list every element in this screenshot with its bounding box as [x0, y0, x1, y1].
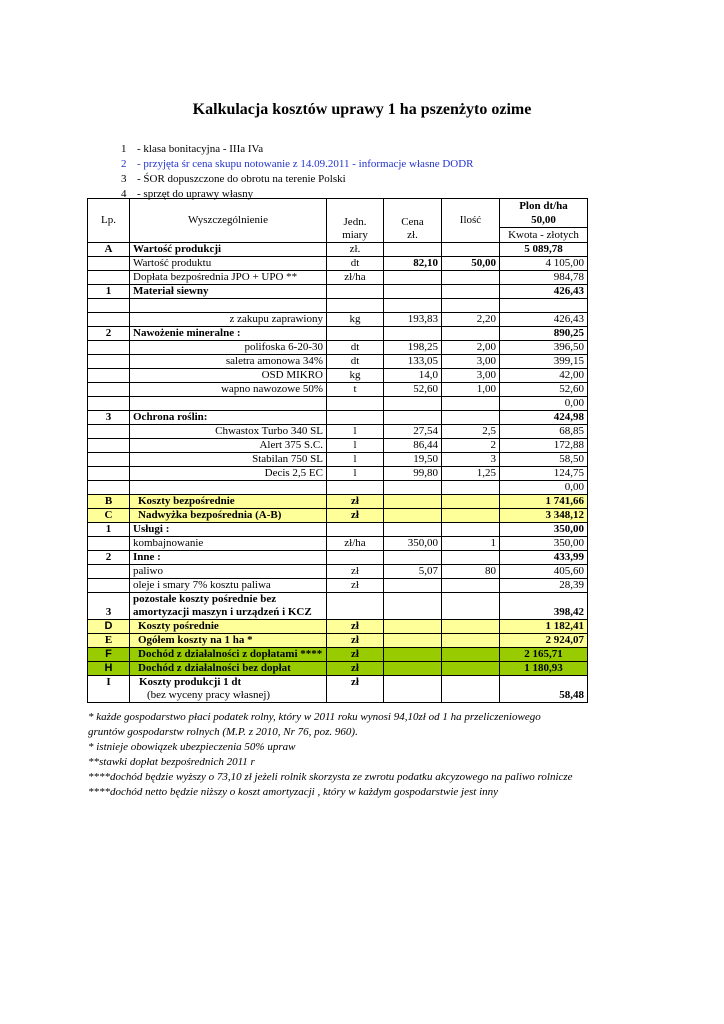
- row-unit: l: [327, 453, 384, 467]
- row-unit: zł: [327, 634, 384, 648]
- table-row: [88, 551, 588, 565]
- row-unit: zł/ha: [327, 537, 384, 551]
- table-row: [88, 327, 588, 341]
- assumption-text: - klasa bonitacyjna - IIIa IVa: [137, 143, 264, 155]
- row-value: 1 182,41: [500, 620, 588, 634]
- row-price: [384, 648, 442, 662]
- row-unit: zł/ha: [327, 271, 384, 285]
- row-lp: A: [88, 243, 130, 257]
- table-row: [88, 523, 588, 537]
- row-quantity: [442, 634, 500, 648]
- row-value: 398,42: [500, 593, 588, 620]
- row-lp: [88, 299, 130, 313]
- row-price: [384, 397, 442, 411]
- header-description: Wyszczególnienie: [130, 199, 327, 243]
- row-unit: zł: [327, 565, 384, 579]
- assumption-item: [121, 172, 474, 187]
- row-description: Inne :: [130, 551, 327, 565]
- row-description: Chwastox Turbo 340 SL: [130, 425, 327, 439]
- row-price: [384, 327, 442, 341]
- row-description: [130, 676, 327, 703]
- row-description: polifoska 6-20-30: [130, 341, 327, 355]
- row-unit: l: [327, 467, 384, 481]
- row-quantity: [442, 495, 500, 509]
- row-quantity: [442, 648, 500, 662]
- table-row: [88, 634, 588, 648]
- row-unit: [327, 551, 384, 565]
- row-quantity: [442, 509, 500, 523]
- row-price: [384, 271, 442, 285]
- row-lp: [88, 453, 130, 467]
- row-description: kombajnowanie: [130, 537, 327, 551]
- row-quantity: 3,00: [442, 369, 500, 383]
- table-row: [88, 593, 588, 620]
- row-quantity: [442, 523, 500, 537]
- row-quantity: [442, 481, 500, 495]
- row-lp: [88, 481, 130, 495]
- row-quantity: 2: [442, 439, 500, 453]
- row-value: 0,00: [500, 397, 588, 411]
- row-description: [130, 593, 327, 620]
- assumptions-list: [121, 142, 474, 202]
- row-lp: [88, 257, 130, 271]
- row-lp: [88, 383, 130, 397]
- assumption-number: 4: [121, 188, 127, 200]
- table-row: [88, 509, 588, 523]
- row-value: 890,25: [500, 327, 588, 341]
- row-description-line1: pozostałe koszty pośrednie bez: [133, 593, 277, 605]
- row-quantity: [442, 676, 500, 703]
- row-unit: dt: [327, 355, 384, 369]
- row-value: 58,50: [500, 453, 588, 467]
- header-unit-line2: miary: [342, 229, 368, 241]
- row-price: [384, 285, 442, 299]
- row-description: z zakupu zaprawiony: [130, 313, 327, 327]
- row-unit: [327, 397, 384, 411]
- row-value: 2 924,07: [500, 634, 588, 648]
- row-quantity: 3: [442, 453, 500, 467]
- row-unit: l: [327, 425, 384, 439]
- row-price: [384, 523, 442, 537]
- row-price: 350,00: [384, 537, 442, 551]
- row-quantity: [442, 299, 500, 313]
- row-price: 52,60: [384, 383, 442, 397]
- table-row: [88, 676, 588, 703]
- table-row: [88, 257, 588, 271]
- header-price: [384, 199, 442, 243]
- row-value: 1 180,93: [500, 662, 588, 676]
- header-price-line1: Cena: [401, 216, 424, 228]
- row-unit: zł: [327, 648, 384, 662]
- row-price: [384, 243, 442, 257]
- row-price: 86,44: [384, 439, 442, 453]
- assumption-text: - sprzęt do uprawy własny: [137, 188, 254, 200]
- table-row: [88, 453, 588, 467]
- row-lp: 2: [88, 327, 130, 341]
- row-description: Koszty pośrednie: [130, 620, 327, 634]
- row-unit: dt: [327, 341, 384, 355]
- row-unit: [327, 481, 384, 495]
- row-lp: I: [88, 676, 130, 703]
- table-row: [88, 369, 588, 383]
- table-row: [88, 495, 588, 509]
- row-unit: dt: [327, 257, 384, 271]
- row-description: Alert 375 S.C.: [130, 439, 327, 453]
- row-lp: [88, 565, 130, 579]
- row-value: 58,48: [500, 676, 588, 703]
- row-description: paliwo: [130, 565, 327, 579]
- row-unit: [327, 285, 384, 299]
- assumption-text: - przyjęta śr cena skupu notowanie z 14.09.2011 - informacje własne DODR: [137, 158, 474, 170]
- row-value: 1 741,66: [500, 495, 588, 509]
- row-lp: [88, 467, 130, 481]
- table-row: [88, 243, 588, 257]
- row-value: 433,99: [500, 551, 588, 565]
- table-row: [88, 662, 588, 676]
- row-unit: zł: [327, 620, 384, 634]
- row-unit: [327, 411, 384, 425]
- row-quantity: [442, 620, 500, 634]
- row-value: 5 089,78: [500, 243, 588, 257]
- row-unit: zł: [327, 579, 384, 593]
- row-unit: l: [327, 439, 384, 453]
- row-price: [384, 676, 442, 703]
- row-quantity: [442, 551, 500, 565]
- row-description: OSD MIKRO: [130, 369, 327, 383]
- table-row: [88, 425, 588, 439]
- row-unit: [327, 523, 384, 537]
- row-description: Wartość produktu: [130, 257, 327, 271]
- header-unit-line1: Jedn.: [343, 216, 367, 228]
- table-row: [88, 341, 588, 355]
- table-row: [88, 648, 588, 662]
- row-quantity: [442, 593, 500, 620]
- row-lp: H: [88, 662, 130, 676]
- row-unit: [327, 327, 384, 341]
- row-lp: [88, 425, 130, 439]
- row-description: Wartość produkcji: [130, 243, 327, 257]
- table-row: [88, 537, 588, 551]
- row-value: [500, 299, 588, 313]
- row-lp: [88, 341, 130, 355]
- row-price: 99,80: [384, 467, 442, 481]
- row-value: 405,60: [500, 565, 588, 579]
- assumption-number: 1: [121, 143, 127, 155]
- table-row: [88, 271, 588, 285]
- row-description: Nadwyżka bezpośrednia (A-B): [130, 509, 327, 523]
- row-price: 5,07: [384, 565, 442, 579]
- row-quantity: [442, 243, 500, 257]
- row-lp: C: [88, 509, 130, 523]
- row-price: [384, 620, 442, 634]
- row-price: 14,0: [384, 369, 442, 383]
- row-description-line2: amortyzacji maszyn i urządzeń i KCZ: [133, 606, 312, 618]
- header-price-line2: zł.: [407, 229, 418, 241]
- row-price: 19,50: [384, 453, 442, 467]
- row-description: [130, 397, 327, 411]
- row-quantity: 50,00: [442, 257, 500, 271]
- row-price: [384, 593, 442, 620]
- row-quantity: [442, 579, 500, 593]
- row-price: [384, 299, 442, 313]
- row-quantity: 2,00: [442, 341, 500, 355]
- row-value: 0,00: [500, 481, 588, 495]
- row-description: [130, 299, 327, 313]
- row-quantity: [442, 271, 500, 285]
- header-yield-label: Plon dt/ha: [500, 199, 588, 214]
- row-price: [384, 411, 442, 425]
- row-lp: [88, 397, 130, 411]
- header-unit: [327, 199, 384, 243]
- row-description: Nawożenie mineralne :: [130, 327, 327, 341]
- assumption-number: 2: [121, 158, 127, 170]
- row-price: [384, 551, 442, 565]
- row-lp: [88, 313, 130, 327]
- row-description-line2: (bez wyceny pracy własnej): [147, 689, 271, 701]
- row-description: [130, 481, 327, 495]
- row-price: [384, 662, 442, 676]
- row-unit: zł: [327, 662, 384, 676]
- row-description: Materiał siewny: [130, 285, 327, 299]
- row-price: [384, 495, 442, 509]
- footnotes: [88, 710, 573, 800]
- row-unit: zł: [327, 509, 384, 523]
- row-lp: 2: [88, 551, 130, 565]
- row-price: [384, 634, 442, 648]
- row-quantity: 2,20: [442, 313, 500, 327]
- table-row: [88, 467, 588, 481]
- row-value: 350,00: [500, 537, 588, 551]
- row-unit: [327, 299, 384, 313]
- row-quantity: 1,00: [442, 383, 500, 397]
- row-value: 172,88: [500, 439, 588, 453]
- row-description: Ogółem koszty na 1 ha *: [130, 634, 327, 648]
- row-lp: D: [88, 620, 130, 634]
- header-amount-label: Kwota - złotych: [500, 228, 588, 243]
- row-description: Ochrona roślin:: [130, 411, 327, 425]
- row-price: [384, 481, 442, 495]
- row-lp: 3: [88, 593, 130, 620]
- row-description: Dochód z działalności z dopłatami ****: [130, 648, 327, 662]
- row-description: Dopłata bezpośrednia JPO + UPO **: [130, 271, 327, 285]
- row-value: 396,50: [500, 341, 588, 355]
- row-unit: [327, 593, 384, 620]
- table-row: [88, 355, 588, 369]
- row-lp: 1: [88, 523, 130, 537]
- assumption-item: [121, 157, 474, 172]
- footnote: gruntów gospodarstw rolnych (M.P. z 2010, Nr 76, poz. 960).: [88, 726, 358, 738]
- row-quantity: 3,00: [442, 355, 500, 369]
- row-lp: 1: [88, 285, 130, 299]
- row-value: 52,60: [500, 383, 588, 397]
- header-yield-value: 50,00: [500, 213, 588, 228]
- row-quantity: 2,5: [442, 425, 500, 439]
- row-value: 42,00: [500, 369, 588, 383]
- row-price: 27,54: [384, 425, 442, 439]
- row-price: 193,83: [384, 313, 442, 327]
- table-row: [88, 620, 588, 634]
- row-description: Stabilan 750 SL: [130, 453, 327, 467]
- row-lp: 3: [88, 411, 130, 425]
- table-row: [88, 285, 588, 299]
- row-value: 3 348,12: [500, 509, 588, 523]
- row-value: 399,15: [500, 355, 588, 369]
- row-value: 426,43: [500, 313, 588, 327]
- row-quantity: [442, 662, 500, 676]
- footnote: ****dochód netto będzie niższy o koszt amortyzacji , który w każdym gospodarstwie jest inny: [88, 786, 499, 798]
- table-row: [88, 439, 588, 453]
- table-row: [88, 383, 588, 397]
- row-lp: [88, 579, 130, 593]
- row-value: 124,75: [500, 467, 588, 481]
- footnote: * istnieje obowiązek ubezpieczenia 50% upraw: [88, 741, 296, 753]
- row-quantity: [442, 397, 500, 411]
- table-row: [88, 481, 588, 495]
- header-lp: Lp.: [88, 199, 130, 243]
- table-row: [88, 579, 588, 593]
- row-lp: [88, 369, 130, 383]
- row-description: oleje i smary 7% kosztu paliwa: [130, 579, 327, 593]
- row-lp: F: [88, 648, 130, 662]
- row-description: Usługi :: [130, 523, 327, 537]
- row-value: 2 165,71: [500, 648, 588, 662]
- row-value: 424,98: [500, 411, 588, 425]
- cost-calculation-table: [87, 198, 588, 703]
- row-value: 350,00: [500, 523, 588, 537]
- table-row: [88, 411, 588, 425]
- row-description: Koszty bezpośrednie: [130, 495, 327, 509]
- row-description: wapno nawozowe 50%: [130, 383, 327, 397]
- row-unit: kg: [327, 369, 384, 383]
- row-lp: [88, 439, 130, 453]
- row-description: Decis 2,5 EC: [130, 467, 327, 481]
- row-quantity: [442, 327, 500, 341]
- row-description: Dochód z działalności bez dopłat: [130, 662, 327, 676]
- row-description: saletra amonowa 34%: [130, 355, 327, 369]
- row-quantity: 1,25: [442, 467, 500, 481]
- row-price: [384, 509, 442, 523]
- header-quantity: Ilość: [442, 199, 500, 243]
- row-unit: zł: [327, 495, 384, 509]
- document-title: Kalkulacja kosztów uprawy 1 ha pszenżyto ozime: [192, 101, 532, 118]
- row-value: 4 105,00: [500, 257, 588, 271]
- row-value: 28,39: [500, 579, 588, 593]
- row-lp: E: [88, 634, 130, 648]
- row-price: 198,25: [384, 341, 442, 355]
- row-quantity: [442, 411, 500, 425]
- row-lp: [88, 355, 130, 369]
- row-unit: kg: [327, 313, 384, 327]
- row-value: 68,85: [500, 425, 588, 439]
- row-unit: t: [327, 383, 384, 397]
- footnote: **stawki dopłat bezpośrednich 2011 r: [88, 756, 255, 768]
- footnote: ****dochód będzie wyższy o 73,10 zł jeżeli rolnik skorzysta ze zwrotu podatku akcyzowego na paliwo rolnicze: [88, 771, 573, 783]
- row-value: 426,43: [500, 285, 588, 299]
- row-unit: zł.: [327, 243, 384, 257]
- assumption-number: 3: [121, 173, 127, 185]
- footnote: * każde gospodarstwo płaci podatek rolny, który w 2011 roku wynosi 94,10zł od 1 ha przeliczeniowego: [88, 711, 541, 723]
- assumption-item: [121, 142, 474, 157]
- row-price: 133,05: [384, 355, 442, 369]
- row-description-line1: Koszty produkcji 1 dt: [139, 676, 242, 688]
- table-row: [88, 299, 588, 313]
- row-quantity: [442, 285, 500, 299]
- row-lp: [88, 537, 130, 551]
- row-value: 984,78: [500, 271, 588, 285]
- table-row: [88, 313, 588, 327]
- row-lp: B: [88, 495, 130, 509]
- table-row: [88, 397, 588, 411]
- assumption-text: - ŚOR dopuszczone do obrotu na terenie Polski: [137, 173, 346, 185]
- row-lp: [88, 271, 130, 285]
- row-quantity: 80: [442, 565, 500, 579]
- row-unit: zł: [327, 676, 384, 703]
- row-quantity: 1: [442, 537, 500, 551]
- table-row: [88, 565, 588, 579]
- table-header-row: [88, 199, 588, 214]
- row-price: 82,10: [384, 257, 442, 271]
- row-price: [384, 579, 442, 593]
